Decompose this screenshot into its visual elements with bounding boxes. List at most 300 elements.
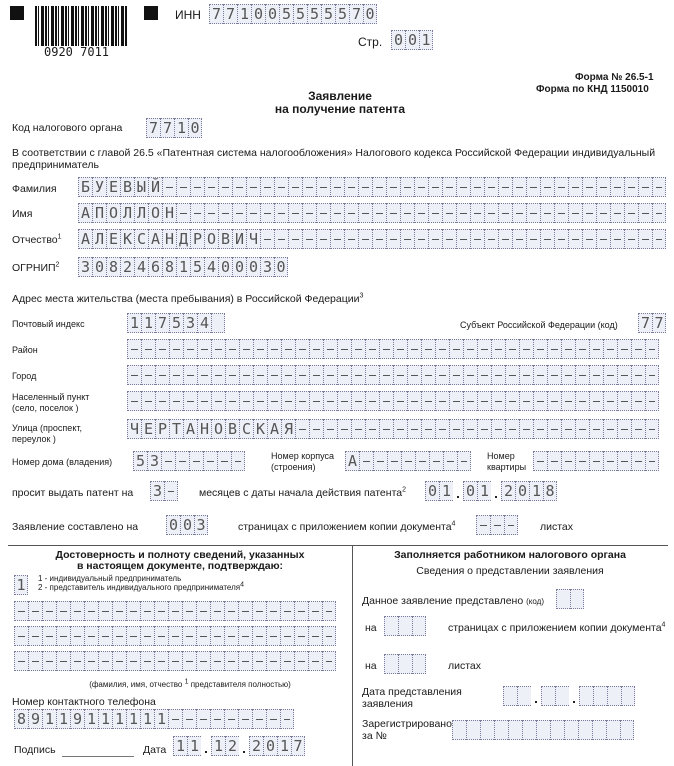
char-cell: Л <box>92 229 106 249</box>
officer-sheets-field[interactable] <box>384 654 426 674</box>
char-cell <box>603 391 617 411</box>
char-cell <box>323 419 337 439</box>
char-cell <box>398 654 412 674</box>
char-cell: 5 <box>335 4 349 24</box>
char-cell <box>498 229 512 249</box>
char-cell: 0 <box>405 30 419 50</box>
char-cell <box>344 177 358 197</box>
surname-label: Фамилия <box>12 183 57 195</box>
submission-date-field[interactable] <box>503 686 635 706</box>
char-cell <box>337 419 351 439</box>
char-cell: 3 <box>150 481 164 501</box>
char-cell <box>365 339 379 359</box>
char-cell: 1 <box>419 30 433 50</box>
char-cell: 3 <box>260 257 274 277</box>
char-cell <box>98 651 112 671</box>
char-cell: И <box>232 229 246 249</box>
char-cell: 0 <box>188 118 202 138</box>
char-cell <box>330 203 344 223</box>
char-cell <box>575 391 589 411</box>
char-cell <box>274 177 288 197</box>
char-cell <box>519 391 533 411</box>
barcode-number: 0920 7011 <box>44 45 110 59</box>
postal-code-field[interactable] <box>127 313 225 333</box>
char-cell: 2 <box>249 736 263 756</box>
char-cell <box>239 391 253 411</box>
submitted-label: Данное заявление представлено (код) <box>362 595 544 607</box>
char-cell <box>407 419 421 439</box>
char-cell <box>204 177 218 197</box>
char-cell <box>266 651 280 671</box>
char-cell <box>365 419 379 439</box>
street-label: Улица (проспект, <box>12 423 82 433</box>
char-cell <box>302 229 316 249</box>
char-cell: 0 <box>363 4 377 24</box>
char-cell <box>225 391 239 411</box>
char-cell <box>554 203 568 223</box>
char-cell <box>154 651 168 671</box>
char-cell <box>582 229 596 249</box>
tax-office-label: Код налогового органа <box>12 122 123 134</box>
char-cell <box>463 339 477 359</box>
char-cell <box>358 177 372 197</box>
char-cell <box>182 601 196 621</box>
patronymic-field[interactable] <box>78 229 666 249</box>
char-cell <box>253 391 267 411</box>
char-cell <box>260 177 274 197</box>
officer-pages-field[interactable] <box>384 616 426 636</box>
char-cell: 7 <box>146 118 160 138</box>
char-cell <box>141 391 155 411</box>
char-cell <box>351 365 365 385</box>
char-cell <box>384 654 398 674</box>
char-cell <box>280 626 294 646</box>
attach-label: страницах с приложением копии документа$^4$ <box>238 520 456 533</box>
char-cell <box>596 177 610 197</box>
date-separator <box>201 736 211 756</box>
char-cell <box>435 391 449 411</box>
char-cell: 0 <box>265 4 279 24</box>
char-cell <box>442 203 456 223</box>
char-cell <box>589 365 603 385</box>
char-cell <box>547 365 561 385</box>
char-cell: 4 <box>197 313 211 333</box>
char-cell: 0 <box>166 515 180 535</box>
char-cell <box>617 419 631 439</box>
char-cell <box>477 365 491 385</box>
char-cell: 1 <box>237 4 251 24</box>
char-cell <box>393 339 407 359</box>
char-cell <box>519 365 533 385</box>
char-cell <box>386 229 400 249</box>
house-number-field[interactable] <box>133 451 245 471</box>
char-cell <box>554 177 568 197</box>
months-field[interactable] <box>150 481 178 501</box>
char-cell <box>645 451 659 471</box>
char-cell: 6 <box>148 257 162 277</box>
char-cell <box>631 391 645 411</box>
form-number: Форма № 26.5-1 <box>575 72 654 83</box>
char-cell <box>189 451 203 471</box>
name-field[interactable] <box>78 203 666 223</box>
char-cell: 4 <box>204 257 218 277</box>
char-cell: А <box>345 451 359 471</box>
registration-number-field[interactable] <box>452 720 634 740</box>
char-cell <box>154 601 168 621</box>
char-cell: Е <box>106 177 120 197</box>
char-cell <box>238 651 252 671</box>
patent-start-date-field[interactable] <box>425 481 557 501</box>
char-cell <box>281 365 295 385</box>
char-cell <box>407 391 421 411</box>
char-cell <box>154 626 168 646</box>
date-separator <box>453 481 463 501</box>
char-cell <box>533 419 547 439</box>
char-cell <box>589 451 603 471</box>
char-cell <box>631 365 645 385</box>
char-cell <box>351 419 365 439</box>
char-cell <box>308 651 322 671</box>
section-divider <box>8 545 668 546</box>
char-cell <box>456 177 470 197</box>
officer-subtitle: Сведения о представлении заявления <box>416 565 604 577</box>
char-cell <box>168 601 182 621</box>
char-cell <box>161 451 175 471</box>
char-cell <box>112 626 126 646</box>
city-field[interactable] <box>127 365 659 385</box>
char-cell <box>494 720 508 740</box>
ogrnip-label: ОГРНИП$^2$ <box>12 261 60 274</box>
district-field[interactable] <box>127 339 659 359</box>
char-cell <box>550 720 564 740</box>
char-cell: 0 <box>515 481 529 501</box>
char-cell <box>435 365 449 385</box>
char-cell <box>365 391 379 411</box>
char-cell <box>596 229 610 249</box>
phone-label: Номер контактного телефона <box>12 696 156 708</box>
signature-line[interactable] <box>62 756 134 757</box>
char-cell <box>617 391 631 411</box>
date-label: Дата <box>143 744 167 756</box>
char-cell <box>316 203 330 223</box>
char-cell <box>253 339 267 359</box>
char-cell <box>322 626 336 646</box>
char-cell: 4 <box>134 257 148 277</box>
tax-office-code-field[interactable] <box>146 118 202 138</box>
char-cell <box>232 177 246 197</box>
char-cell: 7 <box>223 4 237 24</box>
char-cell: 1 <box>176 257 190 277</box>
char-cell <box>211 313 225 333</box>
char-cell <box>452 720 466 740</box>
char-cell <box>498 177 512 197</box>
char-cell <box>384 616 398 636</box>
char-cell <box>218 203 232 223</box>
char-cell <box>491 391 505 411</box>
char-cell <box>540 203 554 223</box>
char-cell: Н <box>162 203 176 223</box>
char-cell <box>617 339 631 359</box>
char-cell <box>203 451 217 471</box>
building-label: Номер корпуса <box>271 451 335 461</box>
registered-label-sub: за № <box>362 730 387 742</box>
char-cell: В <box>225 419 239 439</box>
building-label-sub: (строения) <box>271 462 316 472</box>
char-cell <box>400 177 414 197</box>
address-section-label: Адрес места жительства (места пребывания) в Российской Федерации$^3$ <box>12 292 364 305</box>
char-cell <box>155 391 169 411</box>
representative-name-line3[interactable] <box>14 651 336 671</box>
officer-pages-label: страницах с приложением копии документа$^4$ <box>448 621 666 634</box>
char-cell <box>477 339 491 359</box>
char-cell: 5 <box>279 4 293 24</box>
char-cell <box>168 709 182 729</box>
date-separator <box>491 481 501 501</box>
char-cell <box>631 419 645 439</box>
char-cell <box>294 626 308 646</box>
char-cell: 0 <box>251 4 265 24</box>
char-cell <box>463 391 477 411</box>
char-cell <box>252 651 266 671</box>
char-cell <box>582 177 596 197</box>
char-cell <box>400 229 414 249</box>
char-cell <box>575 419 589 439</box>
char-cell: Т <box>169 419 183 439</box>
char-cell: 1 <box>187 736 201 756</box>
char-cell <box>541 686 555 706</box>
char-cell: А <box>148 229 162 249</box>
char-cell <box>449 365 463 385</box>
signer-code-field[interactable] <box>14 575 28 595</box>
char-cell <box>442 177 456 197</box>
char-cell <box>491 365 505 385</box>
char-cell: 0 <box>92 257 106 277</box>
char-cell: 1 <box>14 575 28 595</box>
column-divider <box>352 545 353 766</box>
char-cell <box>238 626 252 646</box>
char-cell: 0 <box>391 30 405 50</box>
char-cell <box>526 177 540 197</box>
char-cell: 3 <box>78 257 92 277</box>
char-cell: 3 <box>183 313 197 333</box>
char-cell <box>652 229 666 249</box>
char-cell <box>442 229 456 249</box>
char-cell <box>505 339 519 359</box>
char-cell <box>429 451 443 471</box>
char-cell <box>164 481 178 501</box>
char-cell <box>607 686 621 706</box>
char-cell <box>621 686 635 706</box>
surname-field[interactable] <box>78 177 666 197</box>
char-cell: 7 <box>155 313 169 333</box>
char-cell <box>407 339 421 359</box>
char-cell <box>624 177 638 197</box>
char-cell <box>140 651 154 671</box>
char-cell <box>183 365 197 385</box>
char-cell: 1 <box>98 709 112 729</box>
street-label-sub: переулок ) <box>12 434 56 444</box>
char-cell <box>337 391 351 411</box>
char-cell <box>323 339 337 359</box>
representative-name-line2[interactable] <box>14 626 336 646</box>
char-cell <box>414 229 428 249</box>
char-cell <box>224 709 238 729</box>
char-cell <box>596 203 610 223</box>
char-cell <box>407 365 421 385</box>
char-cell <box>28 651 42 671</box>
char-cell <box>428 177 442 197</box>
char-cell <box>533 365 547 385</box>
char-cell <box>638 229 652 249</box>
inn-field[interactable] <box>209 4 377 24</box>
char-cell <box>504 515 518 535</box>
char-cell <box>190 203 204 223</box>
phone-field[interactable] <box>14 709 294 729</box>
page-number-field[interactable] <box>391 30 433 50</box>
char-cell <box>253 365 267 385</box>
char-cell <box>322 651 336 671</box>
char-cell <box>14 626 28 646</box>
char-cell <box>449 391 463 411</box>
char-cell: 1 <box>126 709 140 729</box>
option-representative: 2 - представитель индивидуального предпринимателя$^4$ <box>38 581 245 592</box>
char-cell <box>379 419 393 439</box>
char-cell <box>252 709 266 729</box>
char-cell <box>484 203 498 223</box>
char-cell: А <box>183 419 197 439</box>
char-cell <box>252 601 266 621</box>
pages-count-field[interactable] <box>166 515 208 535</box>
char-cell: 5 <box>169 313 183 333</box>
char-cell <box>575 339 589 359</box>
char-cell <box>561 451 575 471</box>
char-cell <box>196 601 210 621</box>
sheets-count-field[interactable] <box>476 515 518 535</box>
char-cell: 1 <box>277 736 291 756</box>
char-cell <box>449 339 463 359</box>
char-cell <box>372 203 386 223</box>
char-cell <box>582 203 596 223</box>
submission-date-label-sub: заявления <box>362 698 413 710</box>
char-cell: Б <box>78 177 92 197</box>
char-cell <box>503 686 517 706</box>
submission-code-field[interactable] <box>556 589 584 609</box>
char-cell: Ч <box>127 419 141 439</box>
char-cell: 5 <box>293 4 307 24</box>
char-cell <box>517 686 531 706</box>
char-cell <box>196 709 210 729</box>
char-cell: В <box>218 229 232 249</box>
char-cell <box>589 339 603 359</box>
char-cell <box>169 339 183 359</box>
char-cell <box>470 177 484 197</box>
officer-on-label: на <box>365 622 377 634</box>
char-cell <box>491 419 505 439</box>
char-cell <box>308 601 322 621</box>
char-cell <box>14 601 28 621</box>
date-separator <box>531 686 541 706</box>
char-cell <box>162 177 176 197</box>
char-cell: О <box>148 203 162 223</box>
officer-sheets-label: листах <box>448 660 482 672</box>
char-cell <box>231 451 245 471</box>
char-cell <box>610 229 624 249</box>
char-cell <box>84 651 98 671</box>
char-cell: 5 <box>133 451 147 471</box>
char-cell <box>568 203 582 223</box>
char-cell <box>238 601 252 621</box>
preamble-line2: предприниматель <box>12 159 99 171</box>
char-cell <box>421 365 435 385</box>
char-cell <box>477 391 491 411</box>
signature-date-field[interactable] <box>173 736 305 756</box>
apartment-label-sub: квартиры <box>487 462 527 472</box>
char-cell <box>210 651 224 671</box>
officer-title: Заполняется работником налогового органа <box>394 549 626 561</box>
char-cell <box>266 601 280 621</box>
char-cell: О <box>211 419 225 439</box>
char-cell <box>196 651 210 671</box>
ogrnip-field[interactable] <box>78 257 288 277</box>
char-cell <box>547 391 561 411</box>
char-cell: 8 <box>14 709 28 729</box>
char-cell <box>435 419 449 439</box>
char-cell <box>592 720 606 740</box>
char-cell: Н <box>197 419 211 439</box>
settlement-label-sub: (село, поселок ) <box>12 403 79 413</box>
char-cell <box>211 339 225 359</box>
char-cell <box>309 339 323 359</box>
char-cell <box>295 419 309 439</box>
char-cell <box>519 419 533 439</box>
representative-name-line1[interactable] <box>14 601 336 621</box>
char-cell <box>593 686 607 706</box>
char-cell <box>398 616 412 636</box>
char-cell: 3 <box>147 451 161 471</box>
char-cell: Р <box>155 419 169 439</box>
char-cell <box>294 651 308 671</box>
char-cell <box>127 365 141 385</box>
subject-code-field[interactable] <box>638 313 666 333</box>
char-cell <box>645 365 659 385</box>
char-cell: 1 <box>127 313 141 333</box>
char-cell: 7 <box>652 313 666 333</box>
char-cell <box>344 229 358 249</box>
apartment-number-field[interactable] <box>533 451 659 471</box>
char-cell <box>239 339 253 359</box>
char-cell <box>421 419 435 439</box>
char-cell <box>645 419 659 439</box>
char-cell <box>457 451 471 471</box>
street-field[interactable] <box>127 419 659 439</box>
char-cell <box>211 391 225 411</box>
char-cell <box>484 229 498 249</box>
char-cell: 0 <box>246 257 260 277</box>
char-cell <box>98 601 112 621</box>
char-cell: 1 <box>173 736 187 756</box>
char-cell <box>547 339 561 359</box>
char-cell <box>224 626 238 646</box>
building-number-field[interactable] <box>345 451 471 471</box>
char-cell <box>603 451 617 471</box>
char-cell <box>126 601 140 621</box>
char-cell: Д <box>176 229 190 249</box>
char-cell <box>337 339 351 359</box>
char-cell: В <box>120 177 134 197</box>
settlement-field[interactable] <box>127 391 659 411</box>
city-label: Город <box>12 371 37 381</box>
char-cell <box>260 203 274 223</box>
